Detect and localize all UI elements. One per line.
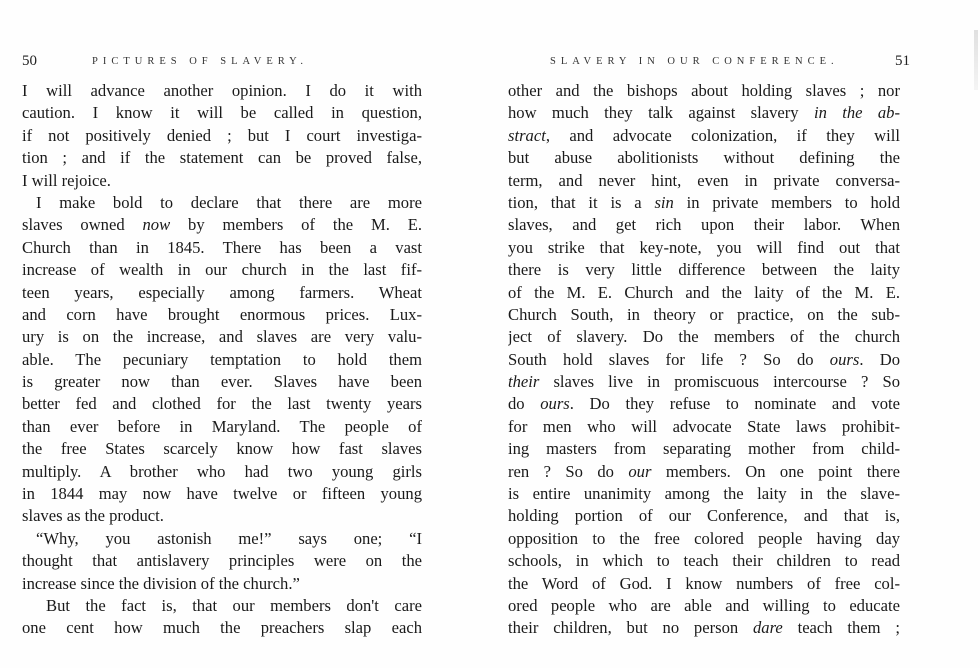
text-line: teen years, especially among farmers. Wheat bbox=[22, 282, 422, 302]
text-line: Church than in 1845. There has been a vast bbox=[22, 237, 422, 257]
text-line: “Why, you astonish me!” says one; “I bbox=[36, 528, 422, 548]
italic-our: our bbox=[628, 461, 652, 481]
text-line: schools, in which to teach their children to read bbox=[508, 551, 900, 571]
text-line: how much they talk against slavery in the ab- bbox=[508, 103, 900, 123]
page-edge-mark bbox=[974, 30, 978, 90]
text-line: than ever before in Maryland. The people of bbox=[22, 416, 422, 436]
text-line: stract, and advocate colonization, if they will bbox=[508, 125, 900, 145]
left-running-head: PICTURES OF SLAVERY. bbox=[92, 56, 309, 67]
right-running-head: SLAVERY IN OUR CONFERENCE. bbox=[550, 56, 839, 67]
text-line: ren ? So do our members. On one point there bbox=[508, 461, 900, 481]
text-line: ing masters from separating mother from child- bbox=[508, 439, 900, 459]
text-line: slaves, and get rich upon their labor. When bbox=[508, 215, 900, 235]
text-line: you strike that key-note, you will find out that bbox=[508, 237, 900, 257]
text-line: there is very little difference between the laity bbox=[508, 260, 900, 280]
text-line: their children, but no person dare teach them ; bbox=[508, 618, 900, 638]
text-line: tion, that it is a sin in private members to hold bbox=[508, 192, 900, 212]
italic-in-the-ab: in the ab- bbox=[813, 103, 900, 123]
text-line: slaves owned now by members of the M. E. bbox=[22, 215, 422, 235]
text-line: is entire unanimity among the laity in the slave- bbox=[508, 484, 900, 504]
italic-stract: stract bbox=[508, 125, 546, 145]
text-line: I will advance another opinion. I do it with bbox=[22, 81, 422, 100]
text-line: if not positively denied ; but I court investiga- bbox=[22, 125, 422, 145]
left-page-number: 50 bbox=[22, 53, 37, 69]
text-line: increase since the division of the church.” bbox=[22, 573, 300, 593]
text-line: other and the bishops about holding slaves ; nor bbox=[508, 81, 900, 100]
left-page-header bbox=[22, 55, 422, 73]
text-line: Church South, in theory or practice, on the sub- bbox=[508, 304, 900, 324]
text-line: and corn have brought enormous prices. Lux- bbox=[22, 304, 422, 324]
italic-now: now bbox=[142, 215, 171, 235]
text-line: caution. I know it will be called in question, bbox=[22, 103, 422, 123]
text-line: holding portion of our Conference, and that is, bbox=[508, 506, 900, 526]
italic-dare: dare bbox=[752, 618, 783, 638]
right-page-number: 51 bbox=[895, 53, 910, 69]
text-line: is greater now than ever. Slaves have been bbox=[22, 372, 422, 392]
text-line: multiply. A brother who had two young girls bbox=[22, 461, 422, 481]
text-line: better fed and clothed for the last twenty years bbox=[22, 394, 422, 414]
text-line: ject of slavery. Do the members of the church bbox=[508, 327, 900, 347]
text-line: ored people who are able and willing to educate bbox=[508, 595, 900, 615]
right-page-text bbox=[508, 80, 900, 640]
text-line: thought that antislavery principles were on the bbox=[22, 551, 422, 571]
text-line: do ours. Do they refuse to nominate and vote bbox=[508, 394, 900, 414]
text-line: the free States scarcely know how fast slaves bbox=[22, 439, 422, 459]
text-line: slaves as the product. bbox=[22, 506, 164, 526]
text-line: term, and never hint, even in private conversa- bbox=[508, 170, 900, 190]
text-line: tion ; and if the statement can be proved false, bbox=[22, 148, 422, 168]
right-page-header bbox=[508, 53, 910, 73]
text-line: for men who will advocate State laws prohibit- bbox=[508, 416, 900, 436]
text-line: of the M. E. Church and the laity of the M. E. bbox=[508, 282, 900, 302]
text-line: I will rejoice. bbox=[22, 170, 111, 190]
text-line: able. The pecuniary temptation to hold them bbox=[22, 349, 422, 369]
text-line: I make bold to declare that there are more bbox=[36, 192, 422, 212]
italic-ours: ours bbox=[540, 394, 570, 414]
text-line: opposition to the free colored people having day bbox=[508, 528, 900, 548]
italic-ours: ours bbox=[829, 349, 860, 369]
text-line: their slaves live in promiscuous intercourse ? So bbox=[508, 372, 900, 392]
left-page-text bbox=[22, 80, 422, 640]
italic-sin: sin bbox=[654, 192, 674, 212]
text-line: increase of wealth in our church in the last fif- bbox=[22, 260, 422, 280]
text-line: But the fact is, that our members don't care bbox=[46, 595, 422, 615]
text-line: South hold slaves for life ? So do ours. Do bbox=[508, 349, 900, 369]
text-line: one cent how much the preachers slap each bbox=[22, 618, 422, 638]
italic-their: their bbox=[508, 372, 540, 392]
text-line: ury is on the increase, and slaves are very valu- bbox=[22, 327, 422, 347]
text-line: but abuse abolitionists without defining the bbox=[508, 148, 900, 168]
text-line: the Word of God. I know numbers of free col- bbox=[508, 573, 900, 593]
text-line: in 1844 may now have twelve or fifteen young bbox=[22, 484, 422, 504]
